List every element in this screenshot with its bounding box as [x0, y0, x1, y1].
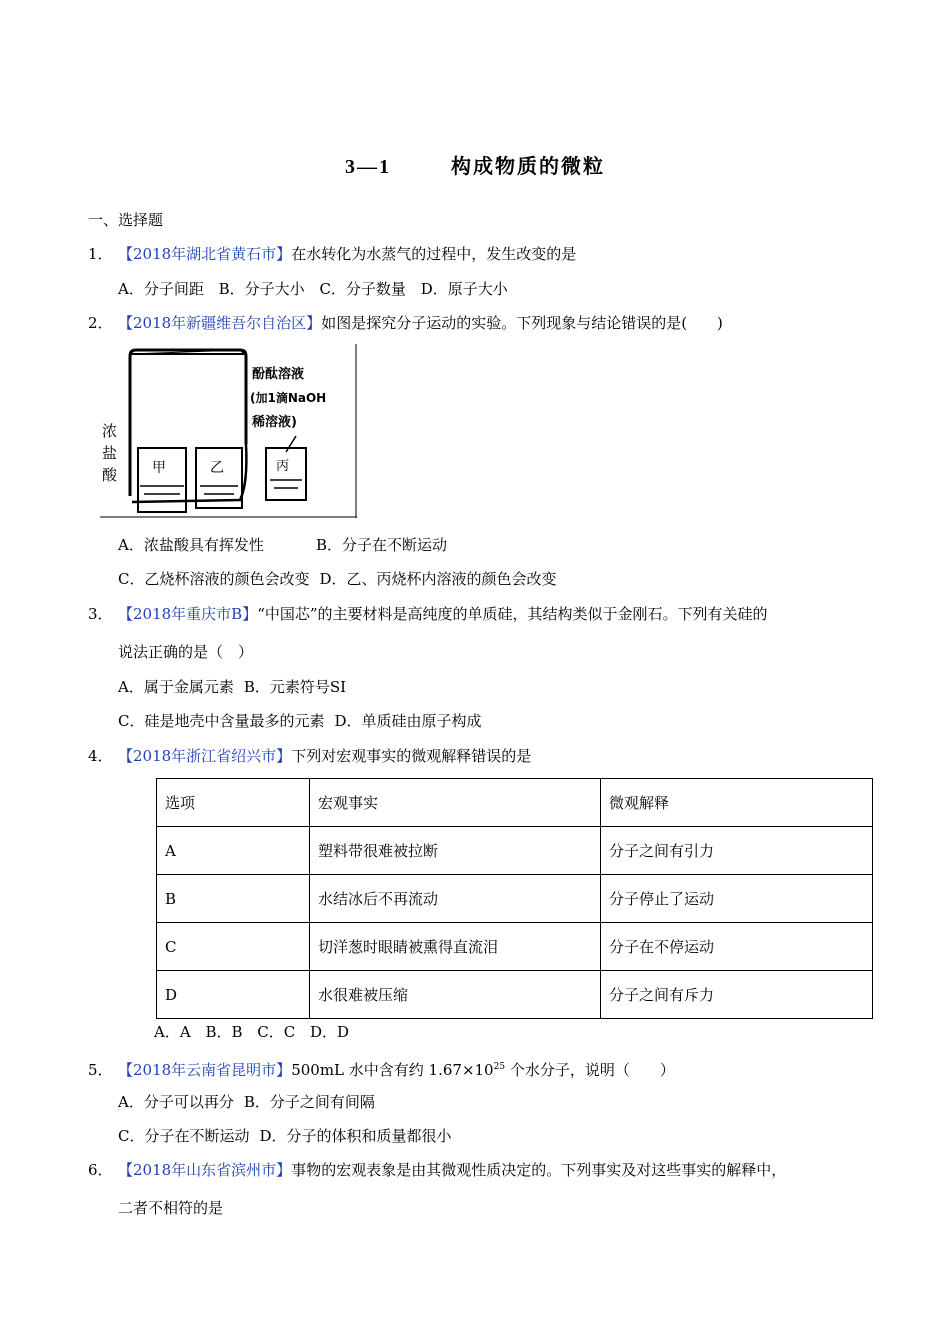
question-2	[88, 312, 723, 334]
question-2-options-row2	[118, 568, 557, 590]
option-b: B．元素符号SI	[243, 678, 347, 696]
table-cell: 分子之间有引力	[601, 827, 873, 875]
label-dilute: 稀溶液)	[252, 415, 297, 430]
title-text: 构成物质的微粒	[451, 154, 605, 178]
source-tag: 【2018年浙江省绍兴市】	[118, 747, 292, 765]
explanation-table	[156, 778, 873, 1019]
beaker-label-jia: 甲	[152, 460, 166, 476]
question-text: 在水转化为水蒸气的过程中，发生改变的是	[291, 245, 577, 263]
option-b: B．分子大小	[218, 280, 305, 298]
option-d: D．D	[310, 1023, 350, 1041]
title-number: 3—1	[345, 156, 391, 178]
question-text: 如图是探究分子运动的实验。下列现象与结论错误的是( )	[321, 314, 723, 332]
option-c: C．C	[257, 1023, 296, 1041]
question-3	[88, 603, 768, 625]
option-a: A．A	[154, 1023, 191, 1041]
option-c: C．硅是地壳中含量最多的元素	[118, 712, 325, 730]
option-d: D．乙、丙烧杯内溶液的颜色会改变	[319, 570, 557, 588]
option-c: C．乙烧杯溶液的颜色会改变	[118, 570, 310, 588]
label-phenol: 酚酞溶液	[252, 367, 305, 382]
question-5	[88, 1056, 675, 1081]
table-row	[157, 923, 873, 971]
table-cell: D	[157, 971, 310, 1019]
question-4-options	[154, 1021, 359, 1043]
experiment-figure	[100, 344, 357, 518]
option-d: D．分子的体积和质量都很小	[259, 1127, 452, 1145]
label-naoh: (加1滴NaOH	[250, 391, 327, 405]
beaker-diagram	[100, 344, 357, 518]
question-3-options-row2	[118, 710, 482, 732]
label-hcl: 盐	[102, 444, 118, 462]
question-2-options-row1	[118, 534, 447, 556]
question-text: 500mL 水中含有约 1.67×10	[291, 1061, 494, 1079]
question-1-options	[118, 278, 518, 300]
question-text-end: 个水分子，说明（ ）	[505, 1061, 675, 1079]
beaker-bing	[266, 448, 306, 500]
table-cell: C	[157, 923, 310, 971]
table-cell: 分子停止了运动	[601, 875, 873, 923]
option-a: A．分子可以再分	[118, 1093, 234, 1111]
option-a: A．浓盐酸具有挥发性	[118, 536, 264, 554]
table-header	[157, 779, 873, 827]
question-6	[88, 1159, 786, 1181]
source-tag: 【2018年重庆市B】	[118, 605, 258, 623]
table-cell: 水很难被压缩	[310, 971, 601, 1019]
question-number: 4．	[88, 747, 113, 765]
table-cell: 水结冰后不再流动	[310, 875, 601, 923]
header-cell: 宏观事实	[310, 779, 601, 827]
label-acid: 酸	[102, 466, 118, 484]
question-3-options-row1	[118, 676, 346, 698]
table-row	[157, 971, 873, 1019]
table-cell: 切洋葱时眼睛被熏得直流泪	[310, 923, 601, 971]
table-cell: 分子在不停运动	[601, 923, 873, 971]
question-text: “中国芯”的主要材料是高纯度的单质硅，其结构类似于金刚石。下列有关硅的	[257, 605, 768, 623]
question-number: 2．	[88, 314, 113, 332]
option-b: B．B	[205, 1023, 243, 1041]
label-conc: 浓	[102, 422, 118, 440]
exponent: 25	[493, 1062, 506, 1072]
option-b: B．分子之间有间隔	[243, 1093, 375, 1111]
beaker-label-bing: 丙	[276, 459, 290, 474]
bell-jar-left	[130, 350, 246, 496]
table-row	[157, 875, 873, 923]
question-6-cont: 二者不相符的是	[118, 1199, 224, 1217]
question-number: 1．	[88, 245, 113, 263]
option-c: C．分子数量	[319, 280, 406, 298]
question-number: 3．	[88, 605, 113, 623]
option-d: D．单质硅由原子构成	[334, 712, 482, 730]
option-d: D．原子大小	[420, 280, 508, 298]
question-5-options-row1	[118, 1091, 375, 1113]
question-text: 下列对宏观事实的微观解释错误的是	[291, 747, 532, 765]
question-3-cont: 说法正确的是（ ）	[118, 643, 254, 661]
option-a: A．属于金属元素	[118, 678, 234, 696]
question-4	[88, 745, 531, 767]
question-number: 6．	[88, 1161, 113, 1179]
source-tag: 【2018年湖北省黄石市】	[118, 245, 292, 263]
option-b: B．分子在不断运动	[316, 536, 448, 554]
table-cell: 分子之间有斥力	[601, 971, 873, 1019]
section-heading: 一、选择题	[88, 211, 164, 229]
question-5-options-row2	[118, 1125, 452, 1147]
source-tag: 【2018年云南省昆明市】	[118, 1061, 292, 1079]
source-tag: 【2018年新疆维吾尔自治区】	[118, 314, 322, 332]
question-1	[88, 243, 576, 265]
table-cell: A	[157, 827, 310, 875]
option-c: C．分子在不断运动	[118, 1127, 250, 1145]
beaker-label-yi: 乙	[210, 460, 224, 476]
question-text: 事物的宏观表象是由其微观性质决定的。下列事实及对这些事实的解释中，	[291, 1161, 787, 1179]
source-tag: 【2018年山东省滨州市】	[118, 1161, 292, 1179]
question-number: 5．	[88, 1061, 113, 1079]
table-cell: 塑料带很难被拉断	[310, 827, 601, 875]
table-row	[157, 827, 873, 875]
page-title	[0, 150, 950, 179]
table-cell: B	[157, 875, 310, 923]
header-cell: 选项	[157, 779, 310, 827]
header-cell: 微观解释	[601, 779, 873, 827]
option-a: A．分子间距	[118, 280, 204, 298]
